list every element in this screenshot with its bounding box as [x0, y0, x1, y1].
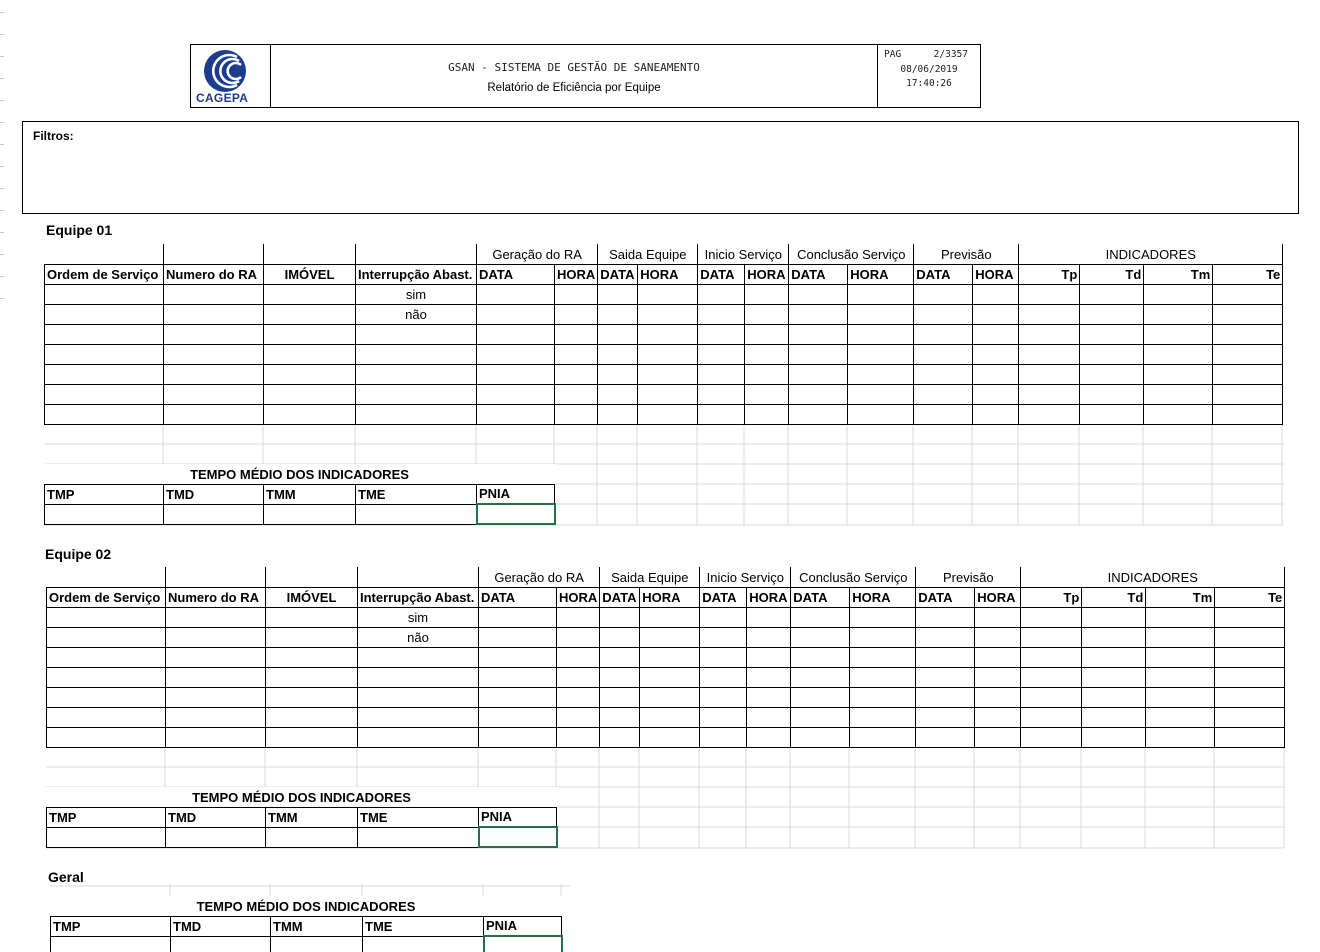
table-row — [45, 404, 1283, 424]
avg-col-tme: TME — [356, 484, 477, 504]
group-header-inicio: Inicio Serviço — [700, 567, 791, 587]
team-01-averages-table — [44, 464, 556, 525]
col-imovel: IMÓVEL — [264, 264, 356, 284]
table-row — [47, 687, 1285, 707]
table-row — [45, 364, 1283, 384]
col-imovel: IMÓVEL — [266, 587, 358, 607]
col-numero-ra: Numero do RA — [164, 264, 264, 284]
logo-text: CAGEPA — [196, 91, 249, 105]
avg-col-tmm: TMM — [264, 484, 356, 504]
group-header-geracao: Geração do RA — [477, 244, 598, 264]
interruption-option-sim[interactable]: sim — [358, 607, 479, 627]
col-data: DATA — [789, 264, 848, 284]
col-data: DATA — [598, 264, 638, 284]
col-tp: Tp — [1021, 587, 1082, 607]
report-date: 08/06/2019 — [900, 64, 958, 75]
table-row — [47, 647, 1285, 667]
col-interrupcao: Interrupção Abast. — [356, 264, 477, 284]
page-info — [878, 45, 980, 107]
avg-col-tmp: TMP — [45, 484, 164, 504]
col-data: DATA — [700, 587, 747, 607]
avg-col-tmd: TMD — [166, 807, 266, 827]
col-data: DATA — [479, 587, 557, 607]
col-interrupcao: Interrupção Abast. — [358, 587, 479, 607]
group-spacer — [356, 244, 477, 264]
avg-col-tmp: TMP — [51, 916, 171, 936]
group-header-conclusao: Conclusão Serviço — [791, 567, 916, 587]
col-hora: HORA — [557, 587, 600, 607]
col-hora: HORA — [848, 264, 914, 284]
team-01-table — [44, 244, 1283, 425]
report-time: 17:40:26 — [906, 78, 952, 89]
group-spacer — [164, 244, 264, 264]
report-title: Relatório de Eficiência por Equipe — [487, 82, 661, 94]
col-data: DATA — [600, 587, 640, 607]
avg-col-tmd: TMD — [164, 484, 264, 504]
group-header-previsao: Previsão — [916, 567, 1021, 587]
title-block — [271, 45, 878, 107]
edge-ruler-marks — [0, 0, 4, 300]
section-title-equipe-01: Equipe 01 — [46, 222, 113, 238]
page-label: PAG — [884, 49, 902, 60]
interruption-option-sim[interactable]: sim — [356, 284, 477, 304]
report-header — [190, 44, 981, 108]
col-tp: Tp — [1019, 264, 1080, 284]
filters-label: Filtros: — [33, 129, 74, 143]
table-row — [47, 707, 1285, 727]
col-hora: HORA — [640, 587, 700, 607]
group-spacer — [358, 567, 479, 587]
col-hora: HORA — [850, 587, 916, 607]
group-header-previsao: Previsão — [914, 244, 1019, 264]
averages-title: TEMPO MÉDIO DOS INDICADORES — [47, 787, 557, 807]
col-td: Td — [1080, 264, 1144, 284]
table-row — [45, 344, 1283, 364]
general-averages-table — [50, 896, 563, 952]
page-number: 2/3357 — [933, 49, 968, 60]
group-spacer — [47, 567, 166, 587]
avg-col-tme: TME — [358, 807, 479, 827]
averages-title: TEMPO MÉDIO DOS INDICADORES — [51, 896, 562, 916]
group-header-inicio: Inicio Serviço — [698, 244, 789, 264]
filters-box — [22, 121, 1299, 214]
table-row — [45, 384, 1283, 404]
group-header-saida: Saida Equipe — [598, 244, 698, 264]
group-spacer — [264, 244, 356, 264]
col-td: Td — [1082, 587, 1146, 607]
table-row — [47, 827, 557, 847]
table-row — [47, 667, 1285, 687]
avg-col-pnia: PNIA — [479, 807, 557, 827]
interruption-option-nao[interactable]: não — [358, 627, 479, 647]
table-row — [51, 936, 562, 952]
system-title: GSAN - SISTEMA DE GESTÃO DE SANEAMENTO — [448, 61, 700, 74]
section-title-equipe-02: Equipe 02 — [45, 546, 112, 562]
col-hora: HORA — [747, 587, 791, 607]
col-ordem-servico: Ordem de Serviço — [47, 587, 166, 607]
group-header-geracao: Geração do RA — [479, 567, 600, 587]
team-02-averages-table — [46, 787, 558, 848]
col-hora: HORA — [555, 264, 598, 284]
col-hora: HORA — [975, 587, 1021, 607]
table-row — [45, 324, 1283, 344]
avg-col-tmm: TMM — [271, 916, 363, 936]
col-hora: HORA — [745, 264, 789, 284]
table-row — [47, 607, 1285, 627]
team-02-table — [46, 567, 1285, 748]
col-tm: Tm — [1144, 264, 1213, 284]
table-row — [47, 727, 1285, 747]
section-title-geral: Geral — [48, 869, 84, 885]
averages-title: TEMPO MÉDIO DOS INDICADORES — [45, 464, 555, 484]
logo — [191, 45, 271, 107]
group-header-indicadores: INDICADORES — [1019, 244, 1283, 264]
avg-col-tme: TME — [363, 916, 484, 936]
col-data: DATA — [791, 587, 850, 607]
table-row — [45, 284, 1283, 304]
cagepa-logo-icon — [197, 49, 253, 95]
group-header-indicadores: INDICADORES — [1021, 567, 1285, 587]
table-row — [45, 304, 1283, 324]
group-header-saida: Saida Equipe — [600, 567, 700, 587]
avg-col-tmd: TMD — [171, 916, 271, 936]
avg-col-tmm: TMM — [266, 807, 358, 827]
col-data: DATA — [477, 264, 555, 284]
col-numero-ra: Numero do RA — [166, 587, 266, 607]
col-hora: HORA — [973, 264, 1019, 284]
avg-col-pnia: PNIA — [477, 484, 555, 504]
group-spacer — [166, 567, 266, 587]
col-data: DATA — [914, 264, 973, 284]
group-spacer — [266, 567, 358, 587]
avg-col-pnia: PNIA — [484, 916, 562, 936]
selected-cell[interactable] — [479, 827, 557, 847]
group-header-conclusao: Conclusão Serviço — [789, 244, 914, 264]
group-spacer — [45, 244, 164, 264]
col-te: Te — [1213, 264, 1283, 284]
col-tm: Tm — [1146, 587, 1215, 607]
interruption-option-nao[interactable]: não — [356, 304, 477, 324]
col-data: DATA — [916, 587, 975, 607]
col-data: DATA — [698, 264, 745, 284]
avg-col-tmp: TMP — [47, 807, 166, 827]
col-te: Te — [1215, 587, 1285, 607]
col-hora: HORA — [638, 264, 698, 284]
col-ordem-servico: Ordem de Serviço — [45, 264, 164, 284]
selected-cell[interactable] — [477, 504, 555, 524]
selected-cell[interactable] — [484, 936, 562, 952]
table-row — [45, 504, 555, 524]
table-row — [47, 627, 1285, 647]
